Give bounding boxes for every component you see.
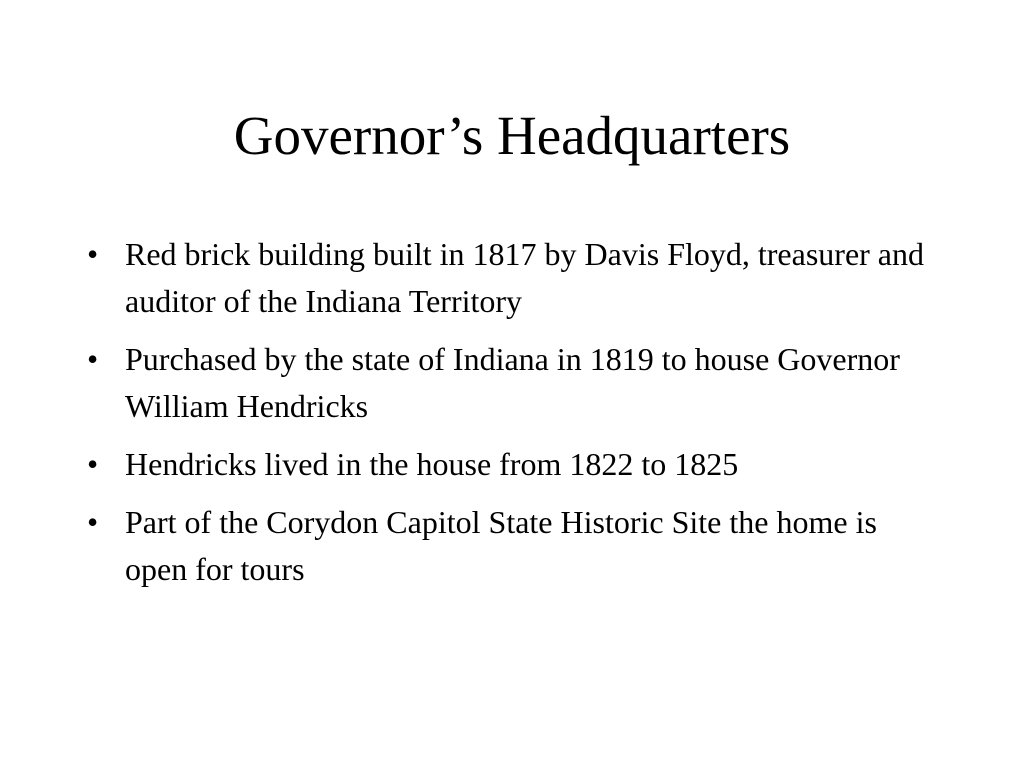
bullet-item bbox=[87, 499, 947, 593]
bullet-item bbox=[87, 231, 947, 325]
bullet-text: Purchased by the state of Indiana in 1819 to house Governor William Hendricks bbox=[125, 341, 900, 424]
bullet-icon: • bbox=[87, 446, 99, 482]
slide-title: Governor’s Headquarters bbox=[233, 105, 791, 166]
bullet-icon: • bbox=[87, 504, 99, 540]
bullet-text: Hendricks lived in the house from 1822 to 1825 bbox=[125, 446, 739, 482]
bullet-icon: • bbox=[87, 341, 99, 377]
bullet-text: Part of the Corydon Capitol State Historic Site the home is open for tours bbox=[125, 504, 877, 587]
bullet-icon: • bbox=[87, 236, 99, 272]
bullet-item bbox=[87, 336, 947, 430]
bullet-item bbox=[87, 441, 947, 488]
bullet-list bbox=[87, 231, 947, 604]
bullet-text: Red brick building built in 1817 by Davis Floyd, treasurer and auditor of the Indiana Territory bbox=[125, 236, 924, 319]
